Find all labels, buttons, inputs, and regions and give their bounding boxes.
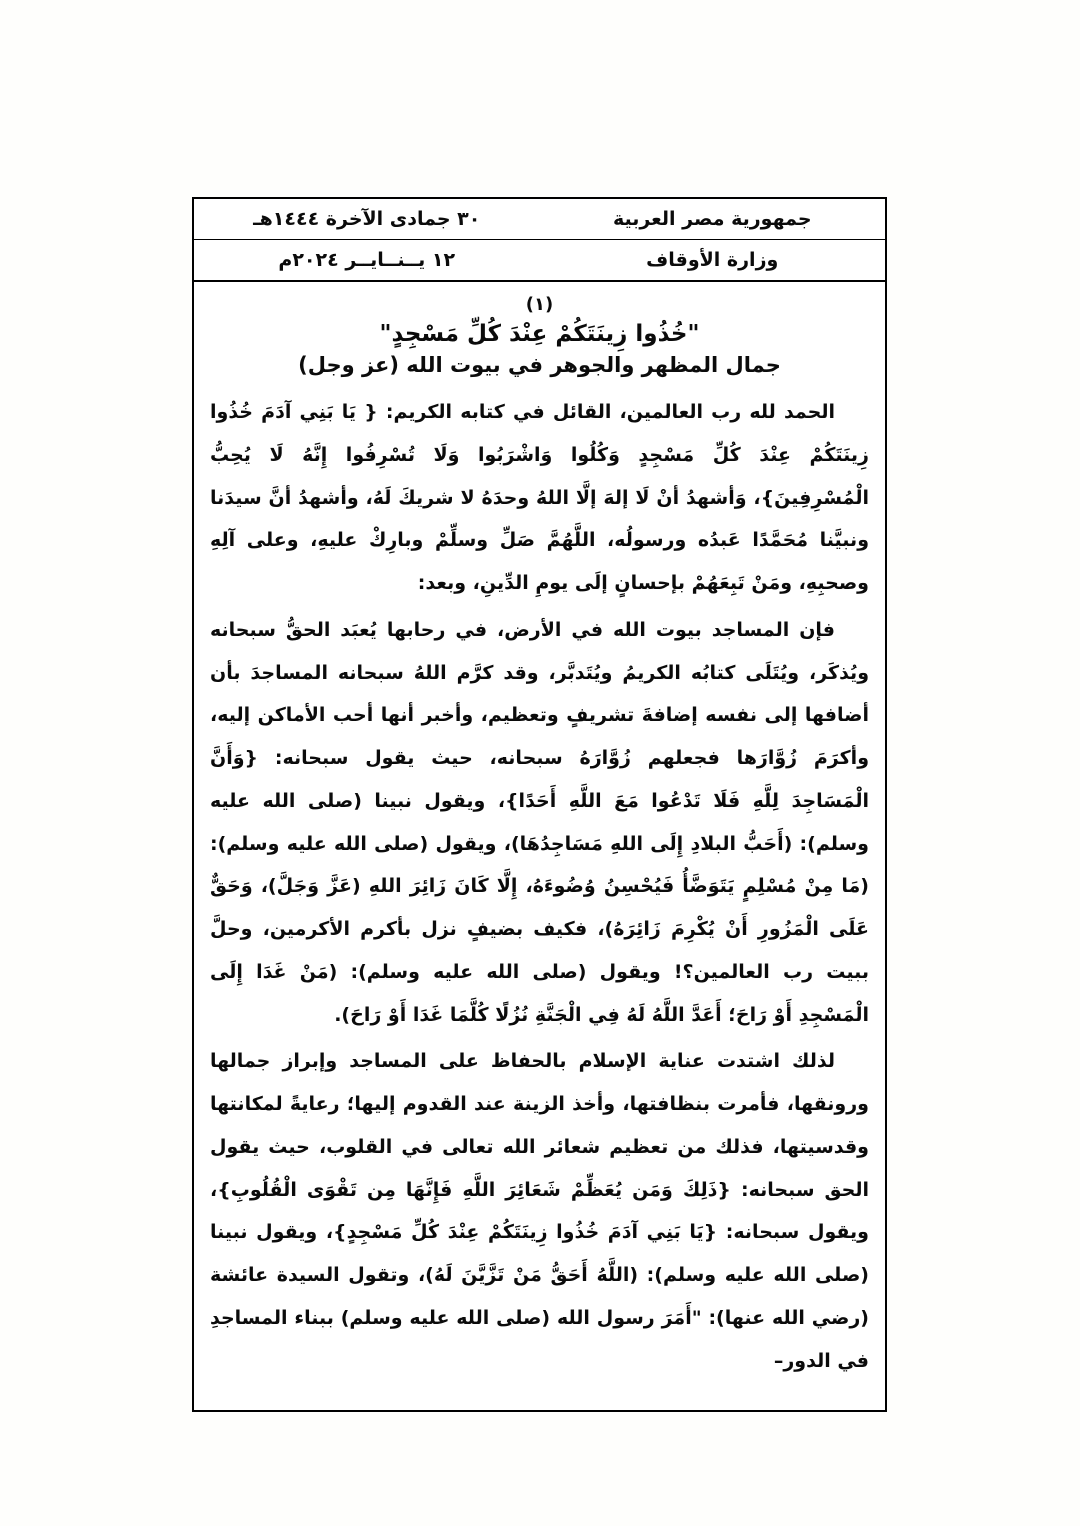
sermon-paragraph-2: فإن المساجد بيوت الله في الأرض، في رحابها يُعبَد الحقُّ سبحانه ويُذكَر، ويُتَلَى كتابُه الكريمُ ويُتَدبَّر، وقد كرَّم اللهُ سبحانه المساجدَ بأن أضافها إلى نفسه إضافةَ تشريفٍ وتعظيم، وأخبر أنها أحب الأماكن إليه، وأكرَمَ زُوَّارَها فجعلهم زُوَّارَهُ سبحانه، حيث يقول سبحانه: {وَأَنَّ الْمَسَاجِدَ لِلَّهِ فَلَا تَدْعُوا مَعَ اللَّهِ أَحَدًا}، ويقول نبينا (صلى الله عليه وسلم): (أَحَبُّ البلادِ إِلَى اللهِ مَسَاجِدُهَا)، ويقول (صلى الله عليه وسلم): (مَا مِنْ مُسْلِمٍ يَتَوَضَّأُ فَيُحْسِنُ وُضُوءَهُ، إِلَّا كَانَ زَائِرَ اللهِ (عَزَّ وَجَلَّ)، وَحَقٌّ عَلَى الْمَزُورِ أَنْ يُكْرِمَ زَائِرَهُ)، فكيف بضيفٍ نزل بأكرم الأكرمين، وحلَّ ببيت رب العالمين؟! ويقول (صلى الله عليه وسلم): (مَنْ غَدَا إِلَى الْمَسْجِدِ أَوْ رَاحَ؛ أَعَدَّ اللَّهُ لَهُ فِي الْجَنَّةِ نُزُلًا كُلَّمَا غَدَا أَوْ رَاحَ). bbox=[210, 618, 869, 1026]
page-number: (١) bbox=[525, 294, 554, 315]
sermon-body-box bbox=[192, 280, 887, 1412]
letterhead-row-bottom bbox=[194, 240, 885, 280]
document-content bbox=[192, 197, 887, 1412]
hijri-date: ٣٠ جمادى الآخرة ١٤٤٤هـ bbox=[253, 208, 481, 230]
sermon-title: "خُذُوا زِينَتَكُمْ عِنْدَ كُلِّ مَسْجِدٍ" bbox=[379, 321, 700, 347]
gregorian-date: ١٢ يــنــايــر ٢٠٢٤م bbox=[278, 249, 456, 271]
sermon-paragraph-1: الحمد لله رب العالمين، القائل في كتابه الكريم: { يَا بَنِي آدَمَ خُذُوا زِينَتَكُمْ عِنْدَ كُلِّ مَسْجِدٍ وَكُلُوا وَاشْرَبُوا وَلَا تُسْرِفُوا إِنَّهُ لَا يُحِبُّ الْمُسْرِفِينَ}، وَأشهدُ أنْ لَا إلهَ إلَّا اللهُ وحدَهُ لا شريكَ لَهُ، وأشهدُ أنَّ سيدَنا ونبيَّنا مُحَمَّدًا عَبدُه ورسولُه، اللَّهُمَّ صَلِّ وسلِّمْ وبارِكْ عليهِ، وعلى آلِهِ وصحبِهِ، ومَنْ تَبِعَهُمْ بإحسانٍ إلَى يومِ الدِّينِ، وبعد: bbox=[210, 401, 869, 594]
letterhead-row-top bbox=[194, 199, 885, 240]
ministry-name: وزارة الأوقاف bbox=[646, 249, 779, 271]
letterhead bbox=[192, 197, 887, 282]
republic-name: جمهورية مصر العربية bbox=[612, 208, 812, 230]
sermon-subtitle: جمال المظهر والجوهر في بيوت الله (عز وجل) bbox=[298, 353, 781, 377]
sermon-paragraph-3: لذلك اشتدت عناية الإسلام بالحفاظ على المساجد وإبراز جمالها ورونقها، فأمرت بنظافتها، وأخذ الزينة عند القدوم إليها؛ رعايةً لمكانتها وقدسيتها، فذلك من تعظيم شعائر الله تعالى في القلوب، حيث يقول الحق سبحانه: {ذَلِكَ وَمَن يُعَظِّمْ شَعَائِرَ اللَّهِ فَإِنَّهَا مِن تَقْوَى الْقُلُوبِ}، ويقول سبحانه: {يَا بَنِي آدَمَ خُذُوا زِينَتَكُمْ عِنْدَ كُلِّ مَسْجِدٍ}، ويقول نبينا (صلى الله عليه وسلم): (اللَّهُ أَحَقُّ مَنْ تَزَّيَّنَ لَهُ)، وتقول السيدة عائشة (رضي الله عنها): "أَمَرَ رسول الله (صلى الله عليه وسلم) ببناء المساجدِ في الدور– bbox=[210, 1050, 869, 1372]
